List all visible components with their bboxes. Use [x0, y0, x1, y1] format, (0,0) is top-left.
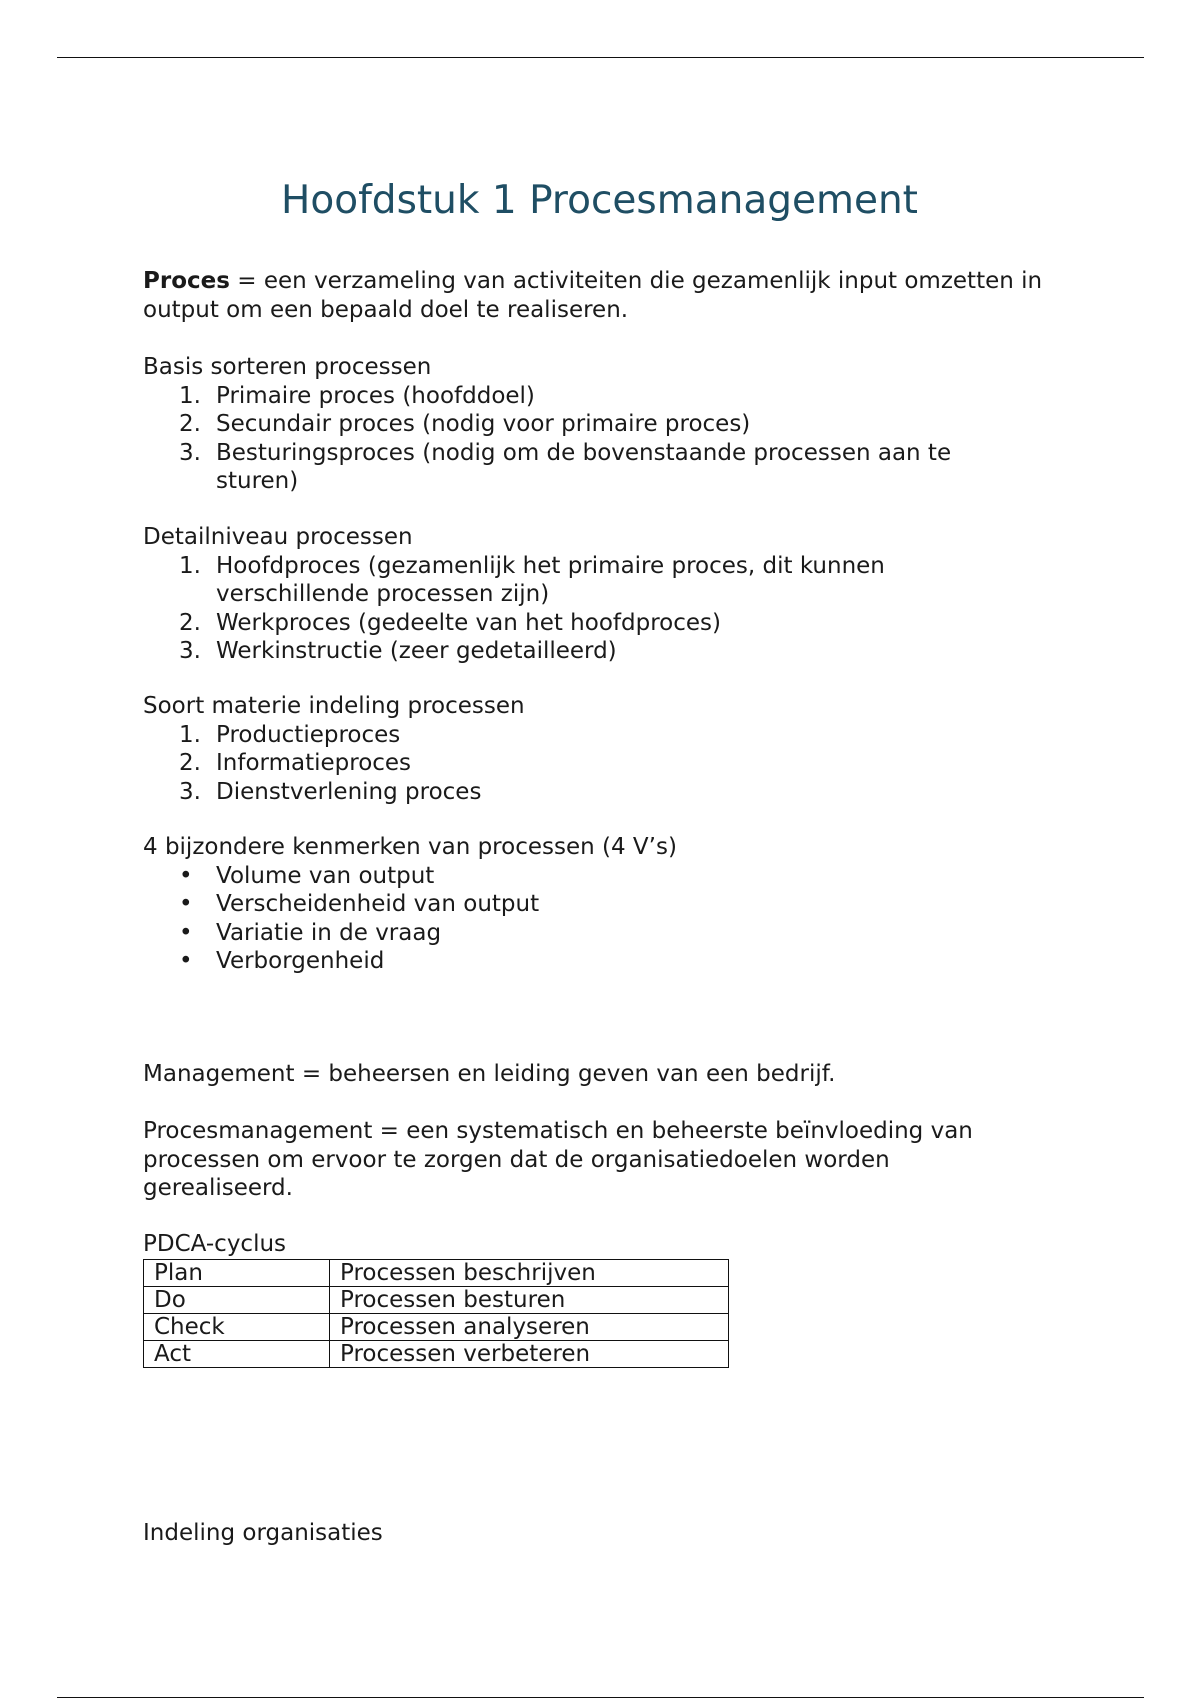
list-item	[143, 439, 1006, 496]
bullet-icon: •	[179, 862, 193, 889]
list-item	[143, 721, 1043, 750]
list-item	[143, 919, 1043, 948]
list-item	[143, 410, 1043, 439]
pdca-phase: Act	[144, 1340, 330, 1367]
list-item-text: Productieproces	[216, 721, 401, 748]
list-number: 2.	[179, 750, 201, 776]
materie-section	[143, 692, 1043, 806]
list-item	[143, 609, 1043, 638]
pdca-phase: Check	[144, 1313, 330, 1340]
list-item-text: Informatieproces	[216, 750, 412, 776]
list-item-text: Primaire proces (hoofddoel)	[216, 382, 535, 409]
list-item-text: Dienstverlening proces	[216, 778, 482, 805]
table-row	[144, 1259, 729, 1286]
proces-term: Proces	[143, 268, 230, 294]
list-item-text: Volume van output	[216, 862, 435, 889]
list-number: 3.	[179, 778, 201, 805]
list-item-text: Hoofdproces (gezamenlijk het primaire proces, dit kunnen verschillende processen zijn)	[216, 552, 885, 607]
list-item	[143, 778, 1043, 807]
header-rule	[57, 57, 1144, 58]
list-item	[143, 552, 976, 609]
pdca-action: Processen verbeteren	[330, 1340, 729, 1367]
pdca-action: Processen besturen	[330, 1286, 729, 1313]
pdca-heading: PDCA-cyclus	[143, 1231, 287, 1257]
page-title: Hoofdstuk 1 Procesmanagement	[281, 178, 918, 223]
bullet-icon: •	[179, 948, 193, 974]
kenmerken-heading: 4 bijzondere kenmerken van processen (4 V’s)	[143, 834, 677, 860]
detail-list	[143, 552, 1043, 666]
detail-section	[143, 523, 1043, 666]
kenmerken-section	[143, 833, 1043, 976]
list-number: 3.	[179, 638, 201, 664]
kenmerken-list	[143, 862, 1043, 976]
pdca-phase: Plan	[144, 1259, 330, 1286]
list-item	[143, 862, 1043, 891]
materie-list	[143, 721, 1043, 807]
bullet-icon: •	[179, 919, 193, 946]
pdca-action: Processen analyseren	[330, 1313, 729, 1340]
list-item-text: Verscheidenheid van output	[216, 891, 540, 917]
list-number: 1.	[179, 382, 201, 409]
materie-heading: Soort materie indeling processen	[143, 693, 525, 719]
bullet-icon: •	[179, 891, 193, 917]
footer-rule	[57, 1697, 1144, 1698]
basis-list	[143, 382, 1043, 496]
procesmanagement-definition: Procesmanagement = een systematisch en beheerste beïnvloeding van processen om ervoor te zorgen dat de organisatiedoelen worden gerealiseerd.	[143, 1118, 973, 1201]
list-item-text: Secundair proces (nodig voor primaire proces)	[216, 411, 751, 437]
proces-definition	[143, 267, 1043, 324]
list-item	[143, 382, 1043, 411]
list-item	[143, 890, 1043, 919]
list-item	[143, 947, 1043, 976]
list-number: 2.	[179, 609, 201, 636]
management-definition: Management = beheersen en leiding geven van een bedrijf.	[143, 1061, 836, 1087]
list-item-text: Variatie in de vraag	[216, 919, 442, 946]
pdca-action: Processen beschrijven	[330, 1259, 729, 1286]
list-item-text: Besturingsproces (nodig om de bovenstaande processen aan te sturen)	[216, 439, 952, 494]
table-row	[144, 1286, 729, 1313]
list-item-text: Werkinstructie (zeer gedetailleerd)	[216, 638, 617, 664]
list-item-text: Werkproces (gedeelte van het hoofdproces)	[216, 609, 721, 636]
table-row	[144, 1340, 729, 1367]
pdca-phase: Do	[144, 1286, 330, 1313]
basis-section	[143, 353, 1043, 496]
list-item-text: Verborgenheid	[216, 948, 385, 974]
list-number: 3.	[179, 439, 201, 466]
list-number: 2.	[179, 411, 201, 437]
indeling-heading: Indeling organisaties	[143, 1520, 383, 1546]
proces-definition-text: = een verzameling van activiteiten die gezamenlijk input omzetten in output om een bepaald doel te realiseren.	[143, 268, 1043, 323]
list-number: 1.	[179, 552, 201, 579]
detail-heading: Detailniveau processen	[143, 524, 413, 550]
basis-heading: Basis sorteren processen	[143, 354, 432, 380]
pdca-table	[143, 1259, 729, 1368]
table-row	[144, 1313, 729, 1340]
list-item	[143, 749, 1043, 778]
pdca-section	[143, 1230, 1043, 1368]
list-number: 1.	[179, 721, 201, 748]
list-item	[143, 637, 1043, 666]
